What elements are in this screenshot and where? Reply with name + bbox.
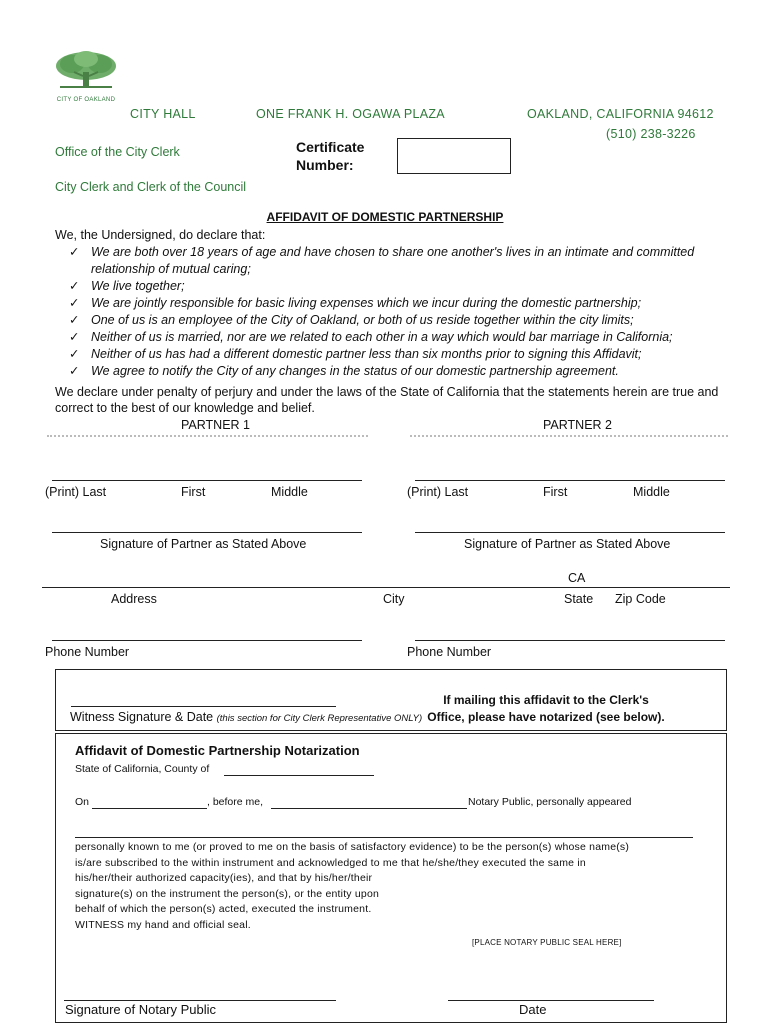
zip-label: Zip Code <box>615 592 666 606</box>
partner1-middle: Middle <box>271 485 308 499</box>
notary-box <box>55 733 727 1023</box>
partner2-heading: PARTNER 2 <box>543 418 613 432</box>
partner1-signature-label: Signature of Partner as Stated Above <box>100 537 307 551</box>
mailing-note <box>426 692 666 726</box>
affidavit-title: AFFIDAVIT OF DOMESTIC PARTNERSHIP <box>266 210 504 224</box>
notary-title: Affidavit of Domestic Partnership Notarization <box>75 743 360 758</box>
partner1-signature-line[interactable] <box>52 532 362 533</box>
partner2-divider <box>410 435 728 437</box>
mailing-note-line2: Office, please have notarized (see below). <box>427 710 665 724</box>
notary-state-county <box>75 763 209 775</box>
city-state-label: OAKLAND, CALIFORNIA 94612 <box>527 107 714 121</box>
witness-label <box>70 710 422 724</box>
affidavit-intro: We, the Undersigned, do declare that: <box>55 228 266 242</box>
mailing-note-line1: If mailing this affidavit to the Clerk's <box>443 693 649 707</box>
partner2-print-last: (Print) Last <box>407 485 469 499</box>
certificate-number-box[interactable] <box>397 138 511 174</box>
notary-body-line2: is/are subscribed to the within instrument and acknowledged to me that he/she/they executed the same in <box>75 856 586 869</box>
state-value: CA <box>568 571 586 585</box>
notary-name-line[interactable] <box>271 808 467 809</box>
notary-date-label: Date <box>519 1002 547 1017</box>
notary-appeared: Notary Public, personally appeared <box>468 796 632 808</box>
partner1-print-last: (Print) Last <box>45 485 107 499</box>
partner2-phone-label: Phone Number <box>407 645 492 659</box>
declaration-item <box>55 295 725 312</box>
checkmark-icon: ✓ <box>69 279 80 293</box>
notary-date-signature-line[interactable] <box>448 1000 654 1001</box>
office-label: Office of the City Clerk <box>55 145 180 159</box>
declaration-item-text: Neither of us is married, nor are we related to each other in a way which would bar marriage in California; <box>91 330 673 344</box>
partner1-name-line[interactable] <box>52 480 362 481</box>
partner2-name-line[interactable] <box>415 480 725 481</box>
city-label: City <box>383 592 405 606</box>
county-line[interactable] <box>224 775 374 776</box>
notary-on-label: On <box>75 796 90 808</box>
declaration-item-text: We agree to notify the City of any changes in the status of our domestic partnership agreement. <box>91 364 619 378</box>
certificate-label-line2: Number: <box>296 157 354 173</box>
notary-body-line5: behalf of which the person(s) acted, executed the instrument. <box>75 903 372 915</box>
appeared-name-line[interactable] <box>75 837 693 838</box>
witness-note: (this section for City Clerk Representative ONLY) <box>216 713 423 724</box>
notary-body-line1: personally known to me (or proved to me on the basis of satisfactory evidence) to be the person(s) whose name(s) <box>75 841 630 853</box>
partner1-phone-line[interactable] <box>52 640 362 641</box>
checkmark-icon: ✓ <box>69 296 80 310</box>
witness-box <box>55 669 727 731</box>
notary-body <box>75 840 705 933</box>
declaration-item-text: Neither of us has had a different domestic partner less than six months prior to signing this Affidavit; <box>91 347 642 361</box>
address-line[interactable] <box>42 587 730 588</box>
partner2-signature-line[interactable] <box>415 532 725 533</box>
partner1-phone-label: Phone Number <box>45 645 130 659</box>
declaration-item <box>55 363 725 380</box>
address-label: Address <box>111 592 157 606</box>
declaration-item <box>55 329 725 346</box>
notary-before-me: , before me, <box>207 796 264 808</box>
declaration-item-text: We are both over 18 years of age and have chosen to share one another's lives in an intimate and committed relationship of mutual caring; <box>91 245 695 276</box>
checkmark-icon: ✓ <box>69 245 80 259</box>
notary-witness-hand: WITNESS my hand and official seal. <box>75 918 251 931</box>
partner1-heading: PARTNER 1 <box>181 418 251 432</box>
logo-text: CITY OF OAKLAND <box>56 97 116 103</box>
notary-signature-line[interactable] <box>64 1000 336 1001</box>
partner2-first: First <box>543 485 568 499</box>
notary-date-line[interactable] <box>92 808 207 809</box>
clerk-label: City Clerk and Clerk of the Council <box>55 180 247 194</box>
declaration-item-text: We are jointly responsible for basic living expenses which we incur during the domestic partnership; <box>91 296 642 310</box>
partner2-middle: Middle <box>633 485 670 499</box>
phone-label: (510) 238-3226 <box>606 127 696 141</box>
checkmark-icon: ✓ <box>69 313 80 327</box>
declaration-list <box>55 244 725 380</box>
witness-signature-line[interactable] <box>71 706 336 707</box>
checkmark-icon: ✓ <box>69 364 80 378</box>
partner2-phone-line[interactable] <box>415 640 725 641</box>
declaration-item <box>55 312 725 329</box>
state-label: State <box>564 592 594 606</box>
notary-seal-placeholder: [PLACE NOTARY PUBLIC SEAL HERE] <box>472 938 622 947</box>
declaration-item <box>55 278 725 295</box>
checkmark-icon: ✓ <box>69 330 80 344</box>
notary-signature-label: Signature of Notary Public <box>65 1002 217 1017</box>
city-logo <box>50 50 122 103</box>
checkmark-icon: ✓ <box>69 347 80 361</box>
notary-body-line4: signature(s) on the instrument the person(s), or the entity upon <box>75 887 380 900</box>
notary-body-line3: his/her/their authorized capacity(ies), and that by his/her/their <box>75 872 373 884</box>
state-county-label: State of California, County of <box>75 763 210 775</box>
declaration-item-text: One of us is an employee of the City of Oakland, or both of us reside together within the city limits; <box>91 313 634 327</box>
certificate-label <box>296 138 364 174</box>
declaration-item-text: We live together; <box>91 279 185 293</box>
certificate-label-line1: Certificate <box>296 139 365 155</box>
declaration-item <box>55 244 725 278</box>
partner1-divider <box>47 435 368 437</box>
oak-tree-icon <box>50 50 122 92</box>
partner1-first: First <box>181 485 206 499</box>
declaration-item <box>55 346 725 363</box>
address-label: ONE FRANK H. OGAWA PLAZA <box>256 107 445 121</box>
city-hall-label: CITY HALL <box>130 107 196 121</box>
partner2-signature-label: Signature of Partner as Stated Above <box>464 537 671 551</box>
witness-label-text: Witness Signature & Date <box>70 710 214 724</box>
declaration-text: We declare under penalty of perjury and under the laws of the State of California that the statements herein are true and correct to the best of our knowledge and belief. <box>55 385 719 415</box>
